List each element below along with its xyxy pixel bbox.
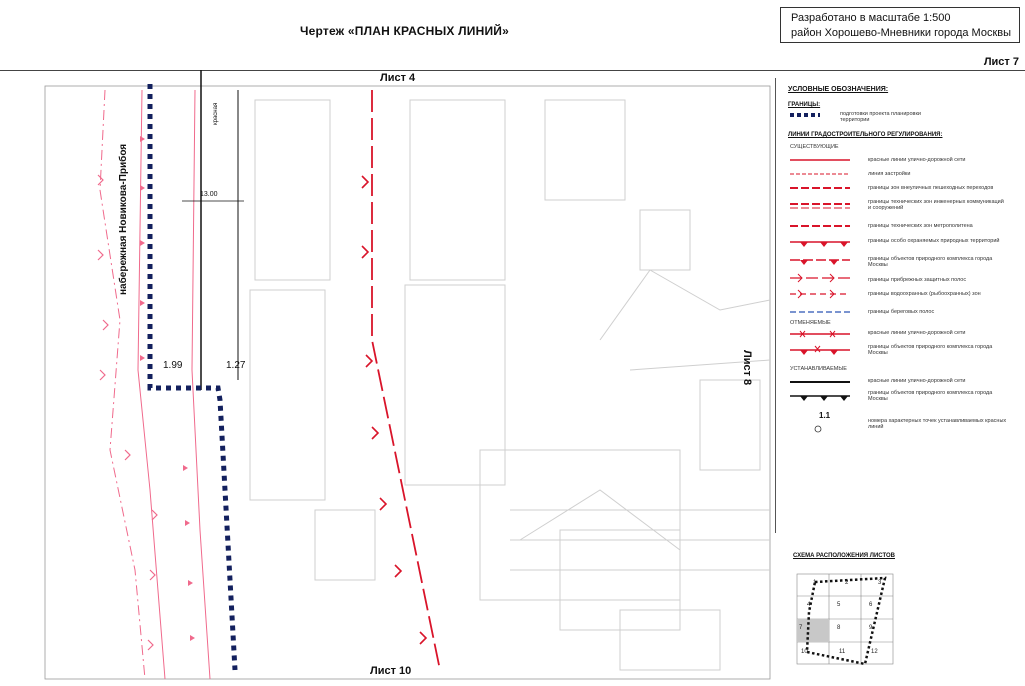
legend-sub-existing: СУЩЕСТВУЮЩИЕ (790, 144, 839, 150)
scheme-cell-7[interactable]: 7 (799, 625, 803, 631)
legend-sub-cancelled: ОТМЕНЯЕМЫЕ (790, 320, 831, 326)
building-outlines (250, 100, 770, 670)
scheme-cell-3[interactable]: 3 (878, 580, 882, 586)
legend-planning-border: подготовки проекта планировки территории (840, 111, 921, 123)
legend-cancelled-0: красные линии улично-дорожной сети (868, 330, 966, 336)
legend-panel (775, 78, 1018, 533)
legend-established-1: границы объектов природного комплекса города Москвы (868, 390, 993, 402)
scheme-cell-6[interactable]: 6 (869, 602, 873, 608)
legend-existing-4: границы технических зон метрополитена (868, 223, 973, 229)
scheme-cell-1[interactable]: 1 (813, 580, 817, 586)
sheet-layout-scheme (785, 548, 945, 674)
scheme-cell-10[interactable]: 10 (801, 649, 808, 655)
scheme-cell-4[interactable]: 4 (807, 602, 811, 608)
legend-existing-8: границы водоохранных (рыбоохранных) зон (868, 291, 981, 297)
legend-point-number: 1.1 (819, 411, 831, 420)
legend-group-borders: ГРАНИЦЫ: (788, 102, 821, 108)
legend-existing-7: границы прибрежных защитных полос (868, 277, 967, 283)
legend-group-lines: ЛИНИИ ГРАДОСТРОИТЕЛЬНОГО РЕГУЛИРОВАНИЯ: (788, 132, 943, 138)
legend-existing-5: границы особо охраняемых природных территорий (868, 238, 1000, 244)
legend-existing-0: красные линии улично-дорожной сети (868, 157, 966, 163)
sheet-link-bottom[interactable]: Лист 10 (370, 665, 412, 677)
point-label-1-27: 1.27 (226, 360, 246, 371)
legend-symbols-cancelled (790, 328, 855, 358)
scheme-cell-9[interactable]: 9 (869, 625, 873, 631)
scale-info-box (780, 7, 1020, 43)
sheet-link-top[interactable]: Лист 4 (380, 72, 416, 84)
red-line-width: 13.00 (200, 191, 218, 198)
scheme-cell-11[interactable]: 11 (839, 649, 846, 655)
legend-existing-6: границы объектов природного комплекса города Москвы (868, 256, 993, 268)
sheet-number: Лист 7 (983, 56, 1019, 68)
legend-cancelled-1: границы объектов природного комплекса города Москвы (868, 344, 993, 356)
legend-sub-established: УСТАНАВЛИВАЕМЫЕ (790, 366, 847, 372)
legend-existing-1: линия застройки (868, 171, 911, 177)
street-name: набережная Новикова-Прибоя (118, 143, 129, 295)
point-label-1-99: 1.99 (163, 360, 183, 371)
scale-line-1: Разработано в масштабе 1:500 (791, 12, 951, 24)
legend-existing-9: границы береговых полос (868, 309, 935, 315)
scheme-title: СХЕМА РАСПОЛОЖЕНИЯ ЛИСТОВ (793, 553, 895, 559)
legend-point-text: номера характерных точек устанавливаемых красных линий (868, 418, 1007, 430)
sheet-link-right[interactable]: Лист 8 (741, 350, 753, 386)
legend-existing-3: границы технических зон инженерных коммуникаций и сооружений (868, 199, 1004, 211)
legend-existing-2: границы зон внеуличных пешеходных переходов (868, 185, 994, 191)
scheme-cell-8[interactable]: 8 (837, 625, 841, 631)
small-label: красная (213, 102, 219, 125)
scale-line-2: район Хорошево-Мневники города Москвы (791, 27, 1012, 39)
scheme-cell-12[interactable]: 12 (871, 649, 878, 655)
legend-title: УСЛОВНЫЕ ОБОЗНАЧЕНИЯ: (788, 86, 889, 93)
scheme-cell-5[interactable]: 5 (837, 602, 841, 608)
legend-symbols-established (790, 374, 855, 404)
drawing-title: Чертеж «ПЛАН КРАСНЫХ ЛИНИЙ» (300, 24, 509, 38)
scheme-cell-2[interactable]: 2 (845, 580, 849, 586)
legend-established-0: красные линии улично-дорожной сети (868, 378, 966, 384)
legend-symbols-existing (790, 154, 855, 324)
